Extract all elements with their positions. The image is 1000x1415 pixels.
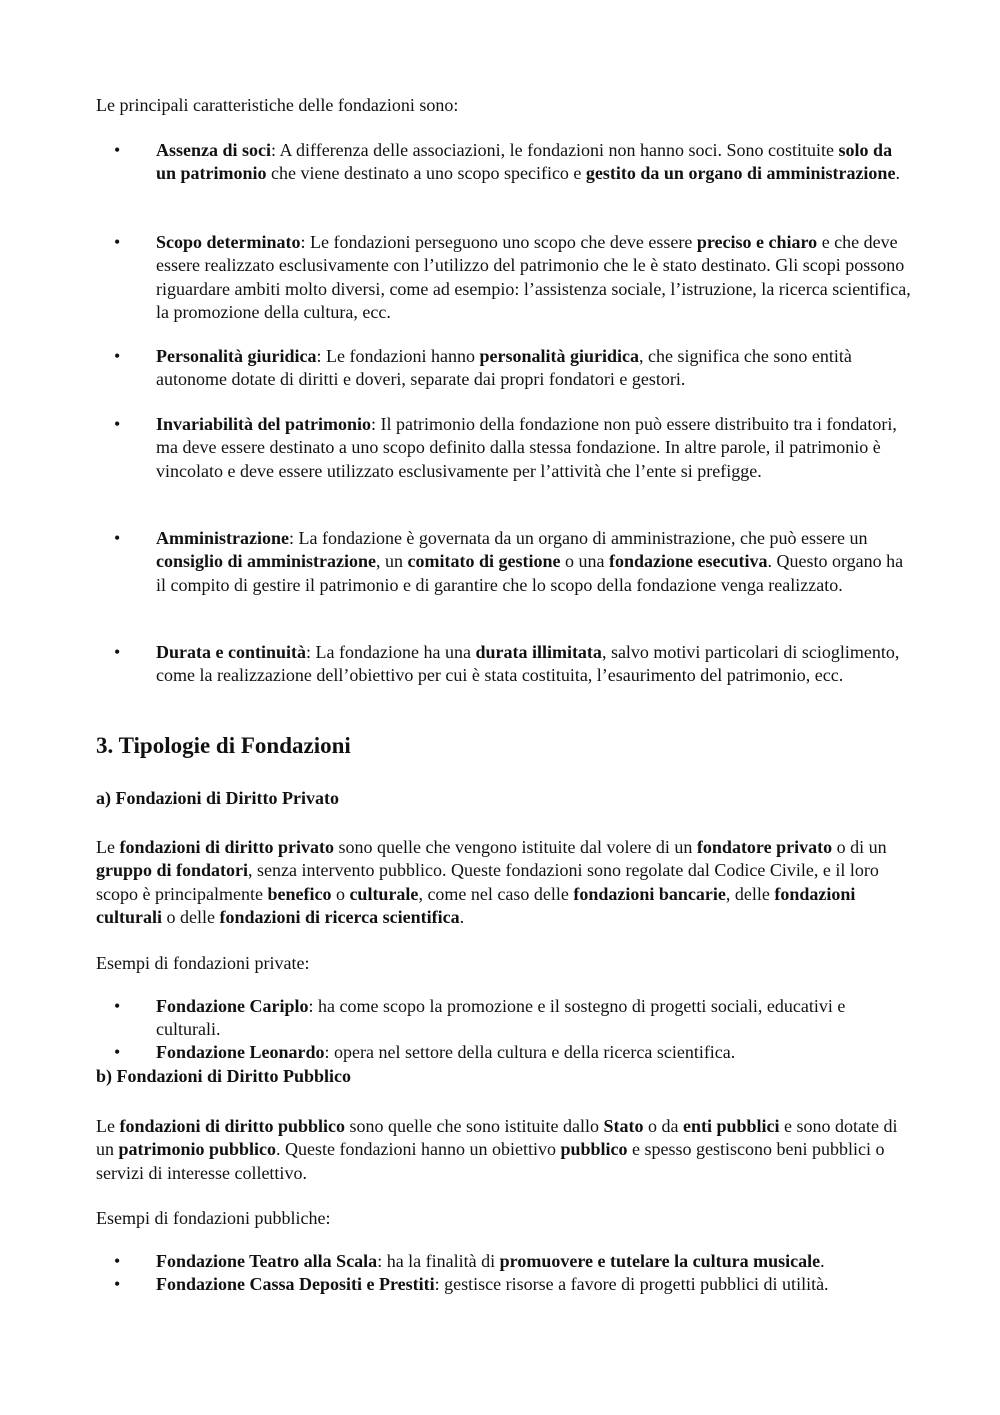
bullet: • [114, 414, 121, 434]
section-title: 3. Tipologie di Fondazioni [96, 733, 351, 758]
bullet: • [114, 1042, 121, 1062]
subsection-heading-private: a) Fondazioni di Diritto Privato [96, 788, 339, 808]
example-text: Fondazione Cariplo: ha come scopo la promozione e il sostegno di progetti sociali, educativi e culturali. [156, 996, 846, 1040]
characteristic-text: Invariabilità del patrimonio: Il patrimonio della fondazione non può essere distribuito tra i fondatori, ma deve essere destinato a uno scopo definito dalla stessa fondazione. In altre parole, il patrimonio è vincolato e deve essere utilizzato esclusivamente per l’attività che l’ente si prefigge. [156, 414, 897, 481]
characteristic-text: Durata e continuità: La fondazione ha una durata illimitata, salvo motivi particolari di scioglimento, come la realizzazione dell’obiettivo per cui è stata costituita, l’esaurimento del patrimonio, ecc. [156, 642, 900, 686]
bullet: • [114, 232, 121, 252]
bullet: • [114, 346, 121, 366]
private-examples-label: Esempi di fondazioni private: [96, 953, 310, 973]
bullet: • [114, 528, 121, 548]
public-paragraph: Le fondazioni di diritto pubblico sono quelle che sono istituite dallo Stato o da enti pubblici e sono dotate di un patrimonio pubblico. Queste fondazioni hanno un obiettivo pubblico e spesso gestiscono beni pubblici o servizi di interesse collettivo. [96, 1116, 898, 1183]
intro-text: Le principali caratteristiche delle fondazioni sono: [96, 95, 459, 115]
example-text: Fondazione Cassa Depositi e Prestiti: gestisce risorse a favore di progetti pubblici di utilità. [156, 1274, 829, 1294]
example-text: Fondazione Leonardo: opera nel settore della cultura e della ricerca scientifica. [156, 1042, 736, 1062]
bullet: • [114, 996, 121, 1016]
bullet: • [114, 642, 121, 662]
bullet: • [114, 140, 121, 160]
private-paragraph: Le fondazioni di diritto privato sono quelle che vengono istituite dal volere di un fondatore privato o di un gruppo di fondatori, senza intervento pubblico. Queste fondazioni sono regolate dal Codice Civile, e il loro scopo è principalmente benefico o culturale, come nel caso delle fondazioni bancarie, delle fondazioni culturali o delle fondazioni di ricerca scientifica. [96, 837, 887, 928]
characteristic-text: Scopo determinato: Le fondazioni perseguono uno scopo che deve essere preciso e chiaro e che deve essere realizzato esclusivamente con l’utilizzo del patrimonio che le è stato destinato. Gli scopi possono riguardare ambiti molto diversi, come ad esempio: l’assistenza sociale, l’istruzione, la ricerca scientifica, la promozione della cultura, ecc. [156, 232, 911, 323]
subsection-heading-public: b) Fondazioni di Diritto Pubblico [96, 1066, 352, 1086]
public-examples-label: Esempi di fondazioni pubbliche: [96, 1208, 331, 1228]
characteristic-text: Assenza di soci: A differenza delle associazioni, le fondazioni non hanno soci. Sono costituite solo da un patrimonio che viene destinato a uno scopo specifico e gestito da un organo di amministrazione. [156, 140, 900, 184]
characteristic-text: Amministrazione: La fondazione è governata da un organo di amministrazione, che può essere un consiglio di amministrazione, un comitato di gestione o una fondazione esecutiva. Questo organo ha il compito di gestire il patrimonio e di garantire che lo scopo della fondazione venga realizzato. [156, 528, 904, 595]
characteristic-text: Personalità giuridica: Le fondazioni hanno personalità giuridica, che significa che sono entità autonome dotate di diritti e doveri, separate dai propri fondatori e gestori. [156, 346, 852, 390]
bullet: • [114, 1251, 121, 1271]
example-text: Fondazione Teatro alla Scala: ha la finalità di promuovere e tutelare la cultura musicale. [156, 1251, 825, 1271]
bullet: • [114, 1274, 121, 1294]
